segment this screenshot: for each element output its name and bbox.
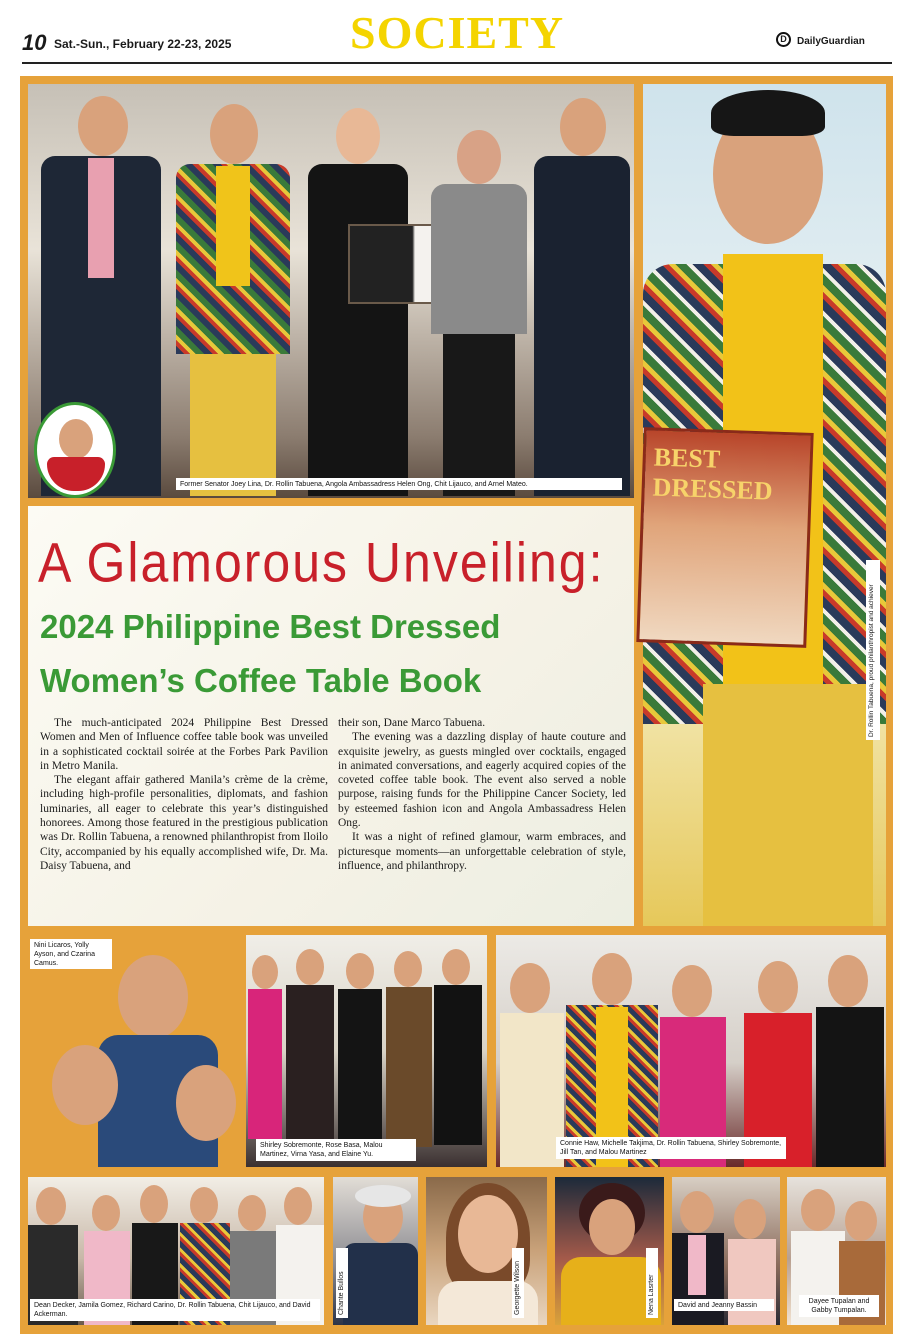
book-title: BEST DRESSED [652, 442, 774, 506]
photo-caption: Connie Haw, Michelle Takjima, Dr. Rollin Tabuena, Shirley Sobremonte, Jill Tan, and Malou Martinez [556, 1137, 786, 1159]
page-number: 10 [22, 30, 47, 55]
photo-group-women [246, 935, 487, 1167]
photo-group-event [496, 935, 886, 1167]
photo-portrait-woman [426, 1177, 547, 1325]
paragraph: The much-anticipated 2024 Philippine Best Dressed Women and Men of Influence coffee table book was unveiled in a sophisticated cocktail soirée at the Forbes Park Pavilion in Metro Manila. [40, 717, 328, 772]
photo-duo [787, 1177, 886, 1325]
photo-caption: Dayee Tupalan and Gabby Tumpalan. [799, 1295, 879, 1317]
person-figure [528, 98, 632, 496]
paragraph: The elegant affair gathered Manila’s crème de la crème, including high-profile personalities, diplomats, and fashion luminaries, all eager to celebrate this year’s distinguished honorees. Among those featured in the prestigious publication was Dr. Rollin Tabuena, a renowned philanthropist from Iloilo City, accompanied by his equally accomplished wife, Dr. Ma. Daisy Tabuena, and [40, 774, 328, 872]
subheadline-line-1: 2024 Philippine Best Dressed [40, 608, 501, 645]
article-column-1 [40, 716, 328, 873]
photo-trio [28, 935, 236, 1167]
photo-caption: Former Senator Joey Lina, Dr. Rollin Tabuena, Angola Ambassadress Helen Ong, Chit Lijauco, and Arnel Mateo. [176, 478, 622, 490]
columnist-badge [34, 402, 116, 498]
portrait-hair [711, 90, 825, 136]
photo-couple [672, 1177, 780, 1325]
photo-caption: Nini Licaros, Yolly Ayson, and Czarina Camus. [30, 939, 112, 969]
header-rule [22, 62, 892, 64]
photo-caption: Georgette Wilson [512, 1248, 524, 1318]
person-figure [168, 104, 298, 496]
book-cover-image [636, 427, 813, 648]
photo-caption: Nena Lasrter [646, 1248, 658, 1318]
portrait-caption: Dr. Rollin Tabuena, proud philanthropist and achiever [866, 560, 880, 740]
photo-caption: Shirley Sobremonte, Rose Basa, Malou Martinez, Virna Yasa, and Elaine Yu. [256, 1139, 416, 1161]
paragraph: The evening was a dazzling display of haute couture and exquisite jewelry, as guests mingled over cocktails, engaged in animated conversations, and eagerly acquired copies of the coveted coffee table book. The event also served a noble purpose, raising funds for the Philippine Cancer Society, led by esteemed fashion icon and Angola Ambassadress Helen Ong. [338, 731, 626, 830]
person-figure [423, 130, 533, 496]
photo-caption: Chante Bullos [336, 1248, 348, 1318]
brand-logo-icon: D [776, 32, 791, 47]
photo-bottom-group [28, 1177, 324, 1325]
article-column-2 [338, 716, 626, 873]
photo-caption: David and Jeanny Bassin [674, 1299, 774, 1311]
issue-date: Sat.-Sun., February 22-23, 2025 [54, 37, 232, 51]
photo-caption: Dean Decker, Jamila Gomez, Richard Carino, Dr. Rollin Tabuena, Chit Lijauco, and David Ackerman. [30, 1299, 320, 1321]
group-photo [28, 84, 634, 498]
paragraph: their son, Dane Marco Tabuena. [338, 717, 486, 729]
section-title: SOCIETY [350, 7, 565, 58]
subheadline-line-2: Women’s Coffee Table Book [40, 662, 482, 699]
headline: A Glamorous Unveiling: [38, 531, 605, 594]
brand-name: DailyGuardian [797, 36, 865, 47]
yellow-trousers [703, 684, 873, 926]
paragraph: It was a night of refined glamour, warm embraces, and picturesque moments—an unforgettable celebration of style, influence, and philanthropy. [338, 831, 626, 872]
